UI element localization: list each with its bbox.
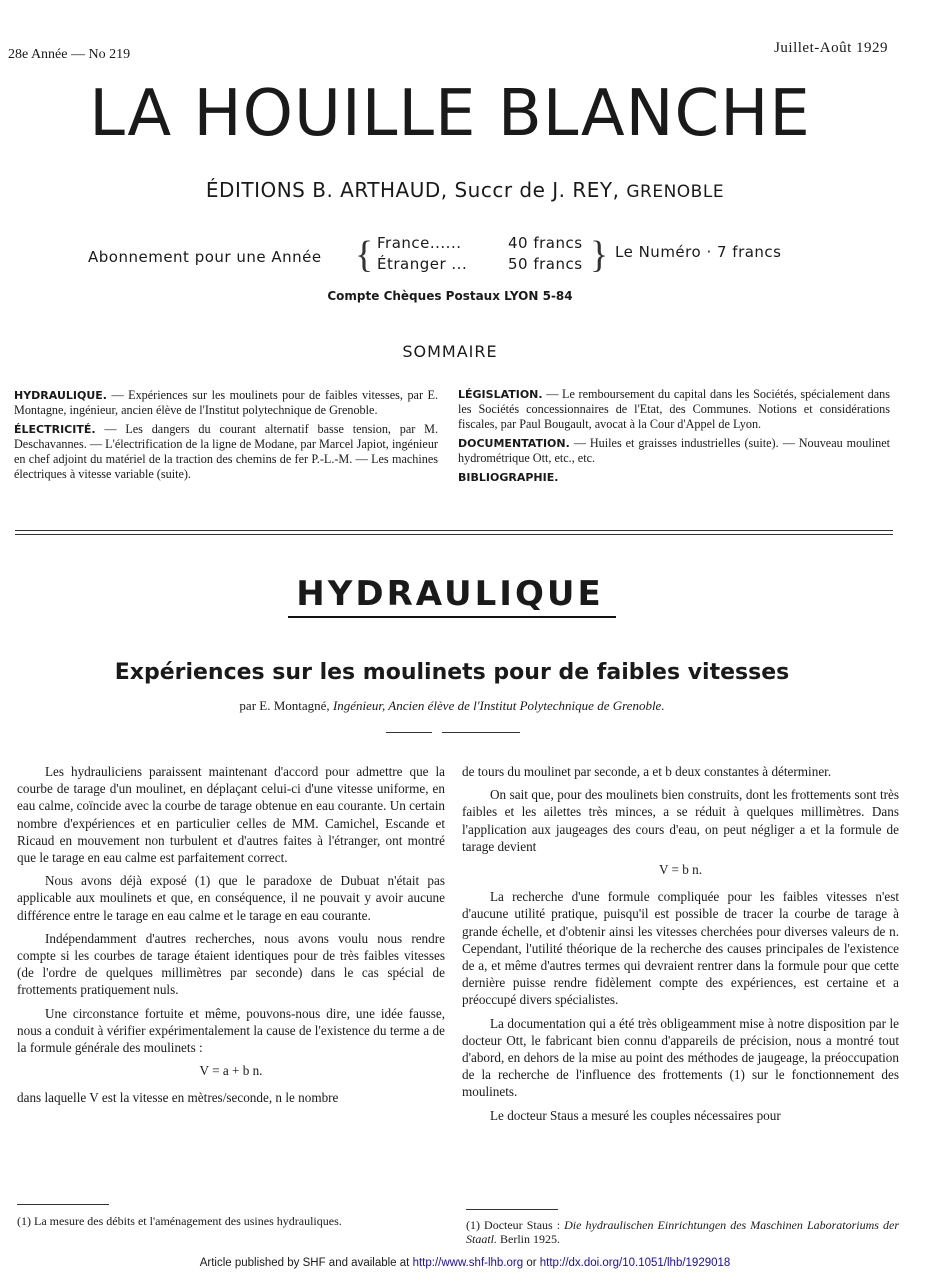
byline-author: par E. Montagné,	[239, 698, 330, 713]
issue-date: Juillet-Août 1929	[774, 40, 888, 56]
footer-middle: or	[523, 1257, 540, 1269]
paragraph: Indépendamment d'autres recherches, nous avons voulu nous rendre compte si les courbes de tarage étaient identiques pour de très faibles vitesses (de l'ordre de quelques millimètres par seconde) dans le cas spécial de frottements pratiquement nuls.	[17, 930, 445, 998]
toc-heading: HYDRAULIQUE.	[14, 389, 107, 402]
paragraph: Une circonstance fortuite et même, pouvons-nous dire, une idée fausse, nous a conduit à vérifier expérimentalement la cause de l'existence du terme a de la formule générale des moulinets :	[17, 1005, 445, 1056]
toc-text: — Le remboursement du capital dans les Sociétés, spécialement dans les Sociétés concessionnaires de l'Etat, des Communes. Notions et considérations fiscales, par Paul Bougault, avocat à la Cour d'Appel de Lyon.	[458, 387, 890, 431]
publication-footer	[0, 1257, 930, 1269]
section-underline	[288, 616, 616, 618]
byline-rule	[386, 732, 432, 733]
toc-entry	[458, 470, 890, 485]
toc-heading: LÉGISLATION.	[458, 388, 543, 401]
paragraph: Nous avons déjà exposé (1) que le paradoxe de Dubuat n'était pas applicable aux moulinets et que, en conséquence, il ne pouvait y avoir aucune différence entre le tarage en eau calme et le tarage en eau courante.	[17, 873, 445, 923]
article-byline	[0, 698, 904, 714]
paragraph: de tours du moulinet par seconde, a et b deux constantes à déterminer.	[462, 764, 832, 779]
toc-text: — Expériences sur les moulinets pour de faibles vitesses, par E. Montagne, ingénieur, ancien élève de l'Institut polytechnique de Grenoble.	[14, 388, 438, 417]
subscription-etranger: Étranger ...	[377, 255, 468, 273]
postal-account: Compte Chèques Postaux LYON 5-84	[327, 289, 573, 303]
single-issue-price: Le Numéro · 7 francs	[615, 243, 782, 261]
masthead-title: LA HOUILLE BLANCHE	[89, 77, 811, 151]
subscription-label: Abonnement pour une Année	[88, 248, 322, 266]
toc-text: — Huiles et graisses industrielles (suite). — Nouveau moulinet hydrométrique Ott, etc., etc.	[458, 436, 890, 465]
byline-rule	[442, 732, 520, 733]
byline-credentials: Ingénieur, Ancien élève de l'Institut Polytechnique de Grenoble.	[332, 698, 665, 713]
divider	[15, 534, 893, 535]
toc-entry	[458, 436, 890, 466]
toc-entry	[458, 387, 890, 432]
footnote-title: Die hydraulischen Einrichtungen des Maschinen Laboratoriums der Staatl.	[466, 1218, 899, 1246]
paragraph: La recherche d'une formule compliquée pour les faibles vitesses n'est d'aucune utilité pratique, puisqu'il est possible de tracer la courbe de tarage à grande échelle, et d'obtenir ainsi les vitesses cherchées pour diverses valeurs de n. Cependant, l'utilité théorique de la recherche des causes principales de l'existence de a, et même d'autres termes qui devraient rentrer dans la formule pour que cette dernière puisse rendre fidèlement compte des expériences, est certaine et a préoccupé divers spécialistes.	[462, 889, 899, 1008]
sommaire-left-column	[14, 388, 438, 486]
publisher-main: ÉDITIONS B. ARTHAUD, Succr de J. REY,	[205, 178, 620, 202]
footer-prefix: Article published by SHF and available at	[199, 1257, 413, 1269]
paragraph: Les hydrauliciens paraissent maintenant d'accord pour admettre que la courbe de tarage d'un moulinet, en déplaçant celui-ci d'une vitesse uniforme, en eau calme, coïncide avec la courbe de tarage obtenue en eau courante. Un certain nombre d'expériences et en particulier celles de MM. Camichel, Escande et Ricaud en mouvement non turbulent et d'autres faites à l'étranger, ont montré que le tarage en eau calme est parfaitement correct.	[17, 764, 445, 866]
toc-heading: DOCUMENTATION.	[458, 437, 570, 450]
toc-text: — Les dangers du courant alternatif basse tension, par M. Deschavannes. — L'électrification de la ligne de Modane, par Marcel Japiot, ingénieur en chef adjoint du matériel de la traction des chemins de fer P.-L.-M. — Les machines électriques à vitesse variable (suite).	[14, 422, 438, 481]
paragraph: La documentation qui a été très obligeamment mise à notre disposition par le docteur Ott, le fabricant bien connu d'appareils de précision, nous a montré tout d'abord, en dehors de la mise au point des méthodes de jaugeage, la préoccupation de la recherche de l'influence des frottements (1) sur le fonctionnement des moulinets.	[462, 1015, 899, 1100]
divider	[15, 530, 893, 531]
toc-heading: ÉLECTRICITÉ.	[14, 423, 96, 436]
publisher-city: GRENOBLE	[626, 182, 725, 202]
issue-number: 28e Année — No 219	[8, 47, 131, 62]
left-brace: {	[355, 234, 374, 276]
footnote-place: Berlin 1925.	[497, 1232, 561, 1246]
right-brace: }	[590, 234, 609, 276]
footnote-right	[466, 1218, 899, 1246]
subscription-france: France......	[377, 234, 462, 252]
shf-link[interactable]: http://www.shf-lhb.org	[412, 1257, 524, 1269]
article-title: Expériences sur les moulinets pour de faibles vitesses	[114, 660, 790, 685]
publisher-line	[0, 178, 930, 202]
toc-heading: BIBLIOGRAPHIE.	[458, 471, 559, 484]
paragraph: dans laquelle V est la vitesse en mètres/seconde, n le nombre	[17, 1090, 339, 1106]
subscription-france-price: 40 francs	[508, 234, 583, 252]
subscription-etranger-price: 50 francs	[508, 255, 583, 273]
sommaire-heading: SOMMAIRE	[402, 342, 498, 361]
toc-entry	[14, 422, 438, 482]
article-left-column	[17, 763, 445, 1113]
equation: V = b n.	[658, 862, 703, 878]
section-title: HYDRAULIQUE	[296, 574, 604, 614]
sommaire-right-column	[458, 387, 890, 489]
equation: V = a + b n.	[199, 1063, 263, 1079]
footnote-rule	[17, 1204, 109, 1205]
footnote-left: (1) La mesure des débits et l'aménagement des usines hydrauliques.	[17, 1214, 342, 1228]
paragraph: Le docteur Staus a mesuré les couples nécessaires pour	[490, 1107, 781, 1123]
paragraph: On sait que, pour des moulinets bien construits, dont les frottements sont très faibles et les ailettes très minces, a se réduit à quelques millimètres. Dans l'application aux jaugeages des cours d'eau, on peut négliger a et la formule de tarage devient	[462, 787, 899, 854]
doi-link[interactable]: http://dx.doi.org/10.1051/lhb/1929018	[539, 1257, 731, 1269]
article-right-column	[462, 763, 899, 1130]
toc-entry	[14, 388, 438, 418]
footnote-rule	[466, 1209, 558, 1210]
footnote-marker: (1) Docteur Staus :	[466, 1218, 565, 1232]
